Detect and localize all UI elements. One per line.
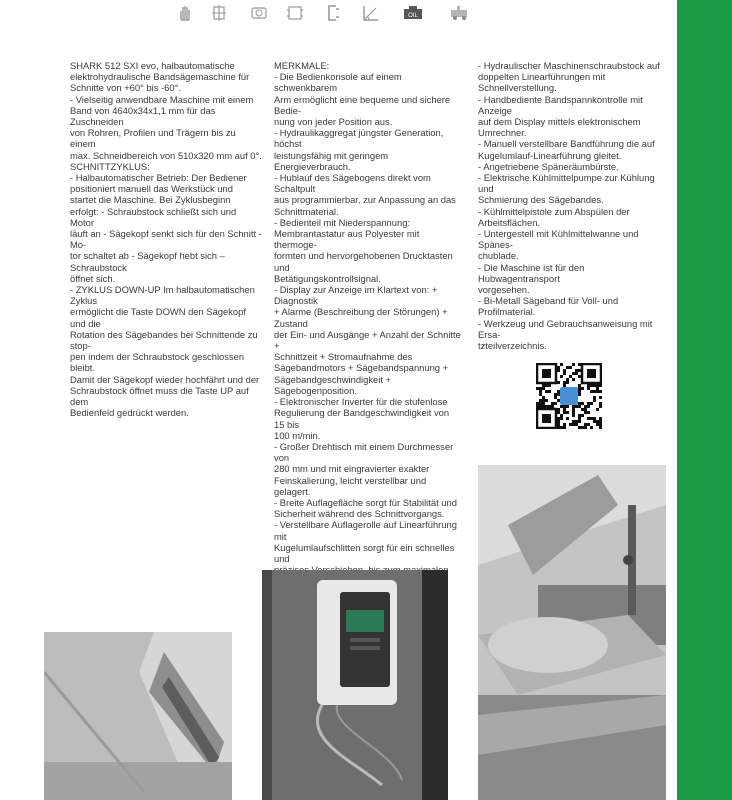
text-line: Sägebandmotors + Sägebandspannung + bbox=[274, 362, 449, 374]
text-line: - Handbediente Bandspannkontrolle mit Anzeige bbox=[478, 93, 643, 116]
text-line: doppelten Linearführungen mit bbox=[478, 71, 606, 83]
oil-label: OIL bbox=[408, 13, 418, 19]
text-line: der Ein- und Ausgänge + Anzahl der Schnitte + bbox=[274, 328, 461, 352]
green-side-bar bbox=[677, 0, 732, 800]
text-line: Sägebandgeschwindigkeit + Sägebogenposition. bbox=[274, 373, 392, 396]
text-line: läuft an - Sägekopf senkt sich für den Schnitt - Mo- bbox=[70, 228, 262, 251]
text-line: pen indem der Schraubstock geschlossen bleibt. bbox=[70, 351, 245, 374]
text-line: - Hydraulischer Maschinenschraubstock auf bbox=[478, 60, 660, 71]
text-line: elektrohydraulische Bandsägemaschine für bbox=[70, 71, 250, 83]
text-line: - Elektrische Kühlmittelpumpe zur Kühlung und bbox=[478, 172, 655, 195]
text-line: Damit der Sägekopf wieder hochfährt und der bbox=[70, 373, 260, 385]
text-line: - Verstellbare Auflagerolle auf Linearführung mit bbox=[274, 519, 457, 542]
text-line: - ZYKLUS DOWN-UP Im halbautomatischen Zyklus bbox=[70, 284, 255, 307]
text-line: - Halbautomatischer Betrieb: Der Bediener bbox=[70, 172, 247, 184]
text-column-2 bbox=[274, 60, 462, 598]
text-line: Schmierung des Sägebandes. bbox=[478, 194, 604, 206]
text-line: - Bedienteil mit Niederspannung: bbox=[274, 216, 411, 228]
text-column-3 bbox=[478, 60, 666, 351]
text-line: 100 m/min. bbox=[274, 429, 321, 441]
frame-icon bbox=[286, 4, 304, 22]
text-line: - Vielseitig anwendbare Maschine mit einem bbox=[70, 93, 254, 105]
truck-icon bbox=[448, 4, 472, 22]
text-line: - Breite Auflagefläche sorgt für Stabilität und bbox=[274, 496, 457, 508]
text-line: erfolgt: - Schraubstock schließt sich und Motor bbox=[70, 205, 237, 228]
text-line: MERKMALE: bbox=[274, 60, 330, 71]
text-line: max. Schneidbereich von 510x320 mm auf 0°. bbox=[70, 149, 262, 161]
text-line: SCHNITTZYKLUS: bbox=[70, 160, 150, 172]
text-line: - Elektronischer Inverter für die stufenlose bbox=[274, 396, 448, 408]
text-line: tzteilverzeichnis. bbox=[478, 340, 547, 352]
text-line: - Kühlmittelpistole zum Abspülen der bbox=[478, 205, 630, 217]
text-line: Sicherheit während des Schnittvorgangs. bbox=[274, 508, 445, 520]
saw-head-photo bbox=[478, 465, 666, 800]
angle-icon bbox=[362, 4, 380, 22]
text-line: - Bi-Metall Sägeband für Voll- und Profilmaterial. bbox=[478, 295, 619, 318]
oil-icon bbox=[400, 4, 426, 22]
text-line: leistungsfähig mit geringem Energieverbrauch. bbox=[274, 149, 389, 172]
vice-icon bbox=[210, 4, 228, 22]
text-line: Rotation des Sägebandes bei Schnittende zu stop- bbox=[70, 328, 258, 352]
text-line: - Manuell verstellbare Bandführung die auf bbox=[478, 138, 655, 150]
text-line: Band von 4640x34x1,1 mm für das Zuschneiden bbox=[70, 104, 216, 128]
text-line: - Werkzeug und Gebrauchsanweisung mit Ersa- bbox=[478, 317, 653, 340]
text-line: Regulierung der Bandgeschwindigkeit von 15 bis bbox=[274, 407, 450, 430]
text-line: Umrechner. bbox=[478, 127, 527, 139]
text-line: Schnitte von +60° bis -60°. bbox=[70, 82, 181, 94]
text-line: ermöglicht die Taste DOWN den Sägekopf und die bbox=[70, 306, 246, 329]
text-line: Feinskalierung, leicht verstellbar und gelagert. bbox=[274, 474, 427, 497]
text-line: Schnittzeit + Stromaufnahme des bbox=[274, 351, 413, 363]
text-line: Arm ermöglicht eine bequeme und sichere Bedie- bbox=[274, 93, 451, 116]
text-line: Schnellverstellung. bbox=[478, 82, 557, 94]
text-line: startet die Maschine. Bei Zyklusbeginn bbox=[70, 194, 231, 206]
text-line: - Display zur Anzeige im Klartext von: + Diagnostik bbox=[274, 284, 438, 307]
hand-icon bbox=[176, 4, 194, 22]
saw-arm-photo bbox=[44, 632, 232, 800]
text-line: chublade. bbox=[478, 250, 519, 262]
text-line: Arbeitsflächen. bbox=[478, 216, 541, 228]
qr-code[interactable] bbox=[536, 363, 602, 429]
text-line: - Die Maschine ist für den Hubwagentransport bbox=[478, 261, 585, 284]
text-line: Membrantastatur aus Polyester mit thermoge- bbox=[274, 228, 420, 251]
text-line: - Hydraulikaggregat jüngster Generation, höchst bbox=[274, 127, 444, 150]
text-line: Betätigungskontrollsignal. bbox=[274, 272, 381, 284]
text-column-1 bbox=[70, 60, 262, 419]
text-line: Kugelumlauf-Linearführung gleitet. bbox=[478, 149, 622, 161]
text-line: - Angetriebene Späneräumbürste. bbox=[478, 160, 619, 172]
text-line: aus programmierbar, zur Anpassung an das bbox=[274, 194, 456, 206]
text-line: - Hublauf des Sägebogens direkt vom Schaltpult bbox=[274, 172, 431, 195]
text-line: 280 mm und mit eingravierter exakter bbox=[274, 463, 430, 475]
text-line: formten und hervorgehobenen Drucktasten und bbox=[274, 250, 453, 273]
text-line: öffnet sich. bbox=[70, 272, 116, 284]
text-line: - Großer Drehtisch mit einem Durchmesser von bbox=[274, 440, 454, 464]
text-line: positioniert manuell das Werkstück und bbox=[70, 183, 233, 195]
text-line: nung von jeder Position aus. bbox=[274, 116, 393, 128]
bracket-icon bbox=[324, 4, 342, 22]
text-line: + Alarme (Beschreibung der Störungen) + Zustand bbox=[274, 306, 448, 329]
text-line: - Untergestell mit Kühlmittelwanne und Spänes- bbox=[478, 228, 639, 251]
text-line: Schraubstock öffnet muss die Taste UP auf dem bbox=[70, 384, 249, 408]
text-line: SHARK 512 SXI evo, halbautomatische bbox=[70, 60, 235, 71]
text-line: - Die Bedienkonsole auf einem schwenkbarem bbox=[274, 71, 402, 94]
text-line: auf dem Display mittels elektronischem bbox=[478, 116, 641, 128]
text-line: von Rohren, Profilen und Trägern bis zu einem bbox=[70, 127, 236, 150]
text-line: vorgesehen. bbox=[478, 284, 530, 296]
inverter-cabinet-photo bbox=[262, 570, 448, 800]
text-line: Kugelumlaufschlitten sorgt für ein schnelles und bbox=[274, 541, 455, 564]
coolant-icon bbox=[250, 4, 268, 22]
text-line: tor schaltet ab - Sägekopf hebt sich –Schraubstock bbox=[70, 250, 225, 273]
text-line: Bedienfeld gedrückt werden. bbox=[70, 407, 189, 419]
text-line: Schnittmaterial. bbox=[274, 205, 339, 217]
